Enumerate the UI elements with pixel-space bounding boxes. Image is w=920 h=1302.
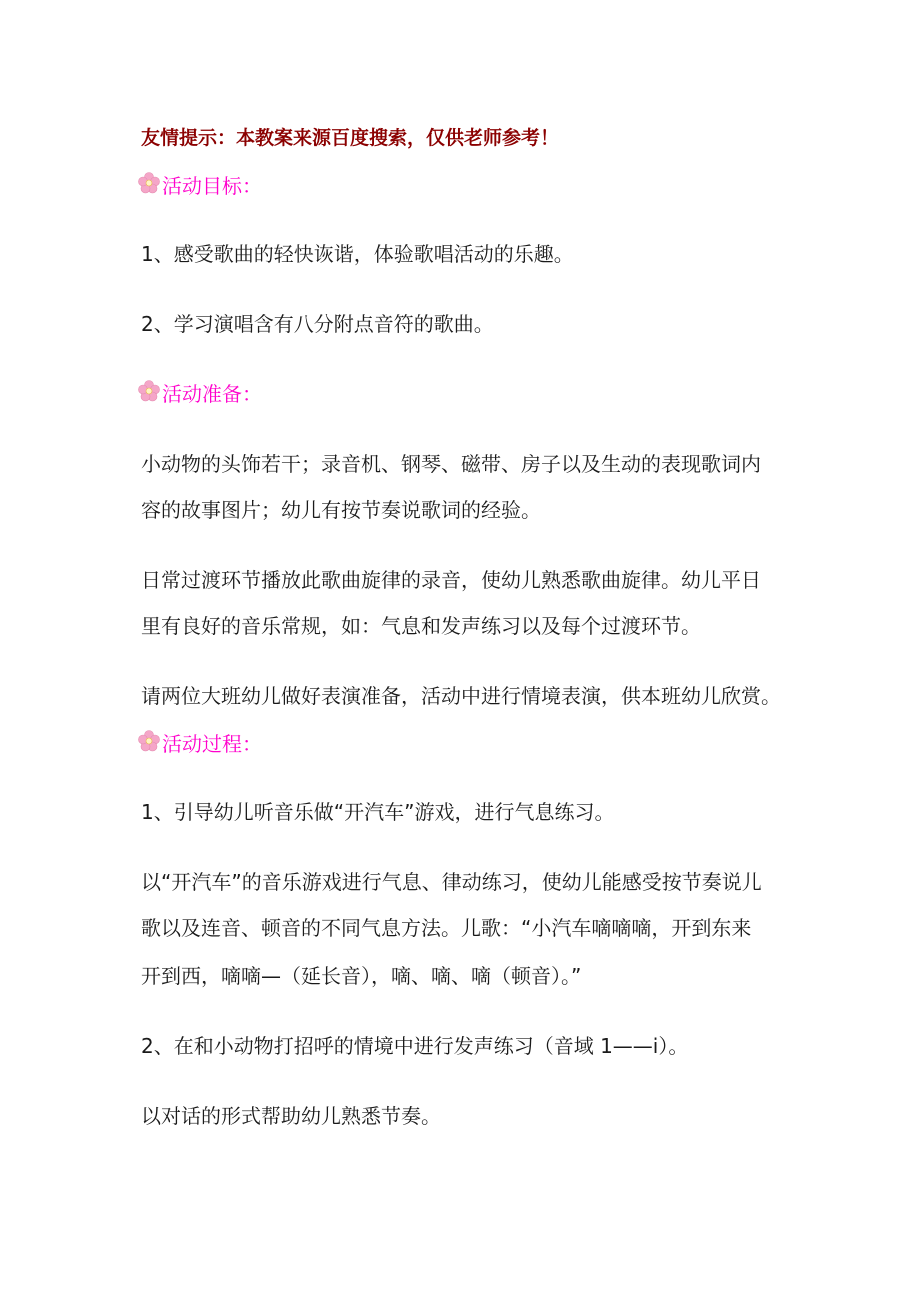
goal-item: 2、学习演唱含有八分附点音符的歌曲。 [141, 312, 494, 336]
flower-icon [138, 730, 160, 752]
process-line: 以“开汽车”的音乐游戏进行气息、律动练习，使幼儿能感受按节奏说儿 [141, 870, 762, 894]
goal-item: 1、感受歌曲的轻快诙谐，体验歌唱活动的乐趣。 [141, 242, 574, 266]
notice-text: 友情提示：本教案来源百度搜索，仅供老师参考！ [141, 127, 560, 149]
flower-icon [138, 380, 160, 402]
prep-line: 日常过渡环节播放此歌曲旋律的录音，使幼儿熟悉歌曲旋律。幼儿平日 [141, 568, 761, 592]
process-heading [138, 730, 262, 758]
prep-line: 容的故事图片；幼儿有按节奏说歌词的经验。 [141, 498, 541, 522]
process-line: 以对话的形式帮助幼儿熟悉节奏。 [141, 1104, 441, 1128]
prep-heading [138, 380, 262, 408]
process-heading-label: 活动过程： [162, 732, 262, 756]
process-line: 开到西，嘀嘀—（延长音），嘀、嘀、嘀（顿音）。” [141, 964, 582, 988]
goals-heading-label: 活动目标： [162, 174, 262, 198]
prep-line: 请两位大班幼儿做好表演准备，活动中进行情境表演，供本班幼儿欣赏。 [141, 684, 781, 708]
process-line: 1、引导幼儿听音乐做“开汽车”游戏，进行气息练习。 [141, 800, 615, 824]
prep-heading-label: 活动准备： [162, 382, 262, 406]
process-line: 歌以及连音、顿音的不同气息方法。儿歌：“小汽车嘀嘀嘀，开到东来 [141, 916, 752, 940]
prep-line: 小动物的头饰若干；录音机、钢琴、磁带、房子以及生动的表现歌词内 [141, 452, 761, 476]
flower-icon [138, 172, 160, 194]
goals-heading [138, 172, 262, 200]
process-line: 2、在和小动物打招呼的情境中进行发声练习（音域 1——i）。 [141, 1034, 689, 1058]
prep-line: 里有良好的音乐常规，如：气息和发声练习以及每个过渡环节。 [141, 614, 701, 638]
